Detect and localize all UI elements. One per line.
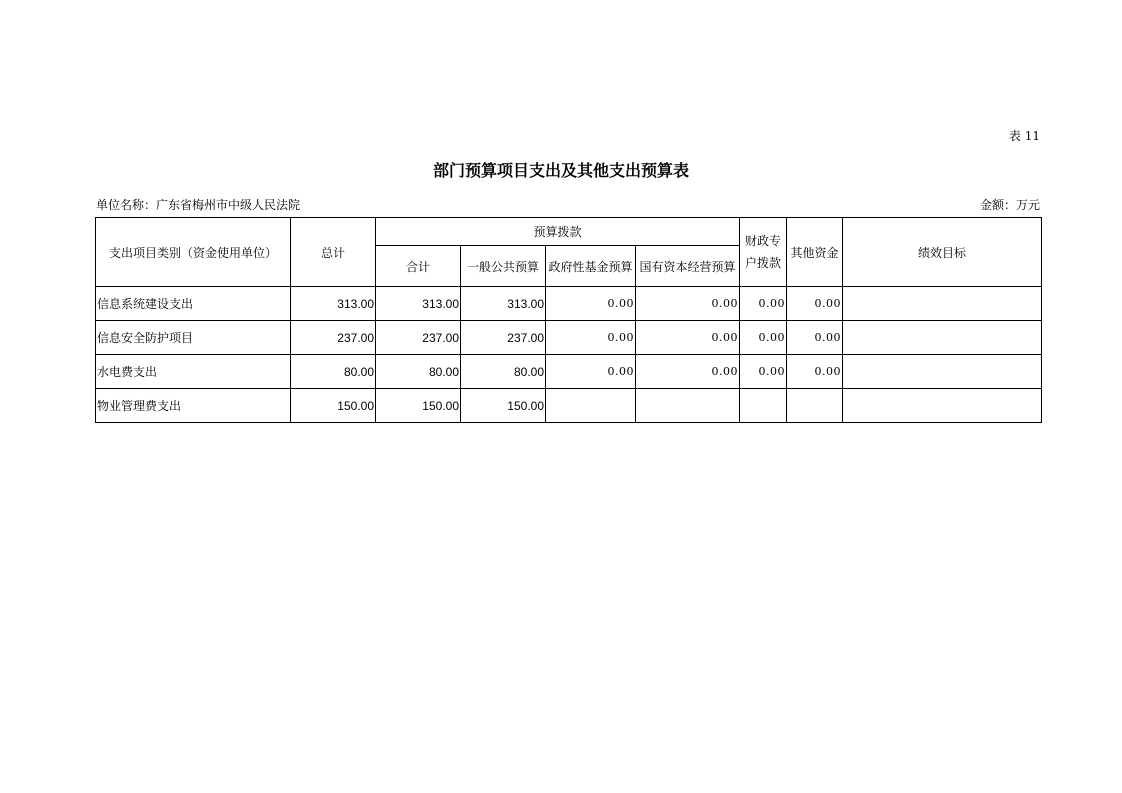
row-state-capital: 0.00 <box>636 287 740 321</box>
row-name: 物业管理费支出 <box>96 389 291 423</box>
row-name: 水电费支出 <box>96 355 291 389</box>
amount-unit-label: 金额：万元 <box>979 198 1040 212</box>
row-name: 信息安全防护项目 <box>96 321 291 355</box>
row-general: 313.00 <box>461 287 546 321</box>
row-state-capital <box>636 389 740 423</box>
header-gov-fund: 政府性基金预算 <box>546 246 636 287</box>
row-state-capital: 0.00 <box>636 355 740 389</box>
page-title: 部门预算项目支出及其他支出预算表 <box>432 161 689 180</box>
row-total: 150.00 <box>291 389 376 423</box>
table-row <box>96 287 1042 321</box>
row-performance <box>843 389 1042 423</box>
row-subtotal: 237.00 <box>376 321 461 355</box>
row-gov-fund: 0.00 <box>546 287 636 321</box>
header-row-1 <box>96 218 1042 246</box>
header-category: 支出项目类别（资金使用单位） <box>96 218 291 287</box>
row-gov-fund: 0.00 <box>546 321 636 355</box>
table-row <box>96 321 1042 355</box>
row-other <box>787 389 843 423</box>
row-performance <box>843 321 1042 355</box>
row-general: 237.00 <box>461 321 546 355</box>
header-budget-allocation: 预算拨款 <box>376 218 740 246</box>
row-other: 0.00 <box>787 287 843 321</box>
row-general: 150.00 <box>461 389 546 423</box>
row-total: 80.00 <box>291 355 376 389</box>
row-fiscal-special <box>740 389 787 423</box>
header-total: 总计 <box>291 218 376 287</box>
header-fiscal-special <box>740 218 787 287</box>
header-performance: 绩效目标 <box>843 218 1042 287</box>
row-total: 237.00 <box>291 321 376 355</box>
row-gov-fund <box>546 389 636 423</box>
unit-name-label: 单位名称：广东省梅州市中级人民法院 <box>96 198 301 212</box>
row-subtotal: 150.00 <box>376 389 461 423</box>
row-other: 0.00 <box>787 321 843 355</box>
row-performance <box>843 355 1042 389</box>
row-fiscal-special: 0.00 <box>740 287 787 321</box>
row-fiscal-special: 0.00 <box>740 321 787 355</box>
row-total: 313.00 <box>291 287 376 321</box>
budget-table <box>95 217 1042 423</box>
header-subtotal: 合计 <box>376 246 461 287</box>
row-fiscal-special: 0.00 <box>740 355 787 389</box>
row-performance <box>843 287 1042 321</box>
row-subtotal: 80.00 <box>376 355 461 389</box>
header-general-public: 一般公共预算 <box>461 246 546 287</box>
header-fiscal-special-text: 财政专户拨款 <box>745 234 782 270</box>
row-subtotal: 313.00 <box>376 287 461 321</box>
header-other-funds: 其他资金 <box>787 218 843 287</box>
row-other: 0.00 <box>787 355 843 389</box>
row-general: 80.00 <box>461 355 546 389</box>
header-state-capital: 国有资本经营预算 <box>636 246 740 287</box>
row-name: 信息系统建设支出 <box>96 287 291 321</box>
row-state-capital: 0.00 <box>636 321 740 355</box>
table-row <box>96 389 1042 423</box>
table-number: 表 11 <box>1008 129 1040 143</box>
row-gov-fund: 0.00 <box>546 355 636 389</box>
table-row <box>96 355 1042 389</box>
